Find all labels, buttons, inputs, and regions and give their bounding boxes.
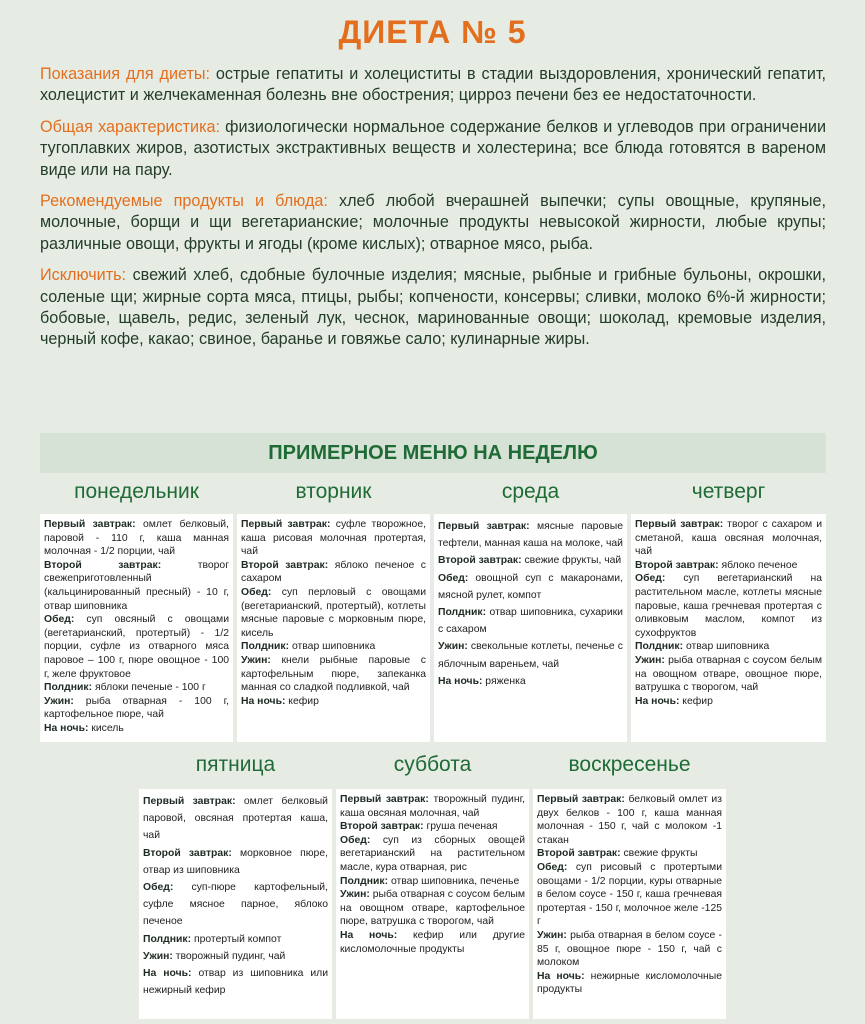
meal-entry bbox=[635, 518, 822, 559]
meal-label: Обед: bbox=[438, 572, 469, 584]
meal-text: свекольные котлеты, печенье с яблочным вареньем, чай bbox=[438, 641, 623, 670]
day-name-friday: пятница bbox=[195, 753, 276, 776]
meal-label: На ночь: bbox=[438, 675, 483, 687]
meal-label: На ночь: bbox=[143, 968, 192, 980]
meal-text: кефир или другие кисломолочные продукты bbox=[340, 929, 525, 955]
meal-entry bbox=[340, 888, 525, 929]
meal-text: рыба отварная - 100 г, картофельное пюре, чай bbox=[44, 695, 229, 721]
meal-entry bbox=[241, 518, 426, 559]
meal-text: рыба отварная с соусом белым на овощном отваре, овощное пюре, ватрушка с творогом, чай bbox=[635, 654, 822, 694]
characteristics-paragraph bbox=[40, 117, 826, 181]
meal-entry bbox=[44, 518, 229, 559]
meal-text: творожный пудинг, каша овсяная молочная, чай bbox=[340, 794, 526, 819]
meal-label: Первый завтрак: bbox=[241, 519, 331, 530]
meal-text: яблоко печеное bbox=[718, 559, 798, 571]
meal-label: На ночь: bbox=[537, 970, 585, 982]
meal-label: Второй завтрак: bbox=[340, 821, 424, 833]
meal-text: свежие фрукты bbox=[620, 848, 698, 860]
day-name-monday: понедельник bbox=[74, 480, 199, 503]
meal-text: кефир bbox=[679, 695, 713, 707]
meal-entry bbox=[635, 654, 822, 695]
meal-entry bbox=[143, 879, 328, 931]
meal-text: суфле творожное, каша рисовая молочная протертая, чай bbox=[241, 519, 426, 558]
day-card-sunday bbox=[533, 789, 726, 1019]
meal-entry bbox=[635, 559, 822, 573]
day-name-saturday: суббота bbox=[393, 753, 472, 776]
meal-entry bbox=[241, 640, 426, 654]
meal-entry bbox=[143, 793, 328, 845]
meal-text: груша печеная bbox=[423, 821, 498, 833]
meal-label: Полдник: bbox=[340, 875, 389, 887]
meal-text: суп-пюре картофельный, суфле мясное парное, яблоко печеное bbox=[143, 882, 328, 928]
meal-text: суп овсяный с овощами (вегетарианский, протертый) - 1/2 порции, суфле из отварного мяса паровое – 100 г, пюре овощное - 100 г, желе фруктовое bbox=[44, 614, 229, 680]
meal-entry bbox=[438, 604, 623, 638]
meal-entry bbox=[143, 931, 328, 948]
exclude-paragraph bbox=[40, 265, 826, 351]
day-name-thursday: четверг bbox=[691, 480, 766, 503]
meal-label: Ужин: bbox=[241, 654, 271, 666]
meal-entry bbox=[44, 681, 229, 695]
meal-label: Первый завтрак: bbox=[438, 521, 530, 532]
paragraph-lead: Рекомендуемые продукты и блюда: bbox=[40, 192, 328, 211]
meal-entry bbox=[537, 793, 722, 847]
day-card-tuesday bbox=[237, 514, 430, 742]
meal-text: овощной суп с макаронами, мясной рулет, компот bbox=[438, 572, 623, 601]
meal-label: На ночь: bbox=[44, 722, 89, 734]
meal-text: морковное пюре, отвар из шиповника bbox=[143, 847, 328, 876]
meal-entry bbox=[635, 640, 822, 654]
meal-entry bbox=[143, 948, 328, 965]
meal-label: Полдник: bbox=[143, 933, 192, 945]
meal-text: яблоки печеные - 100 г bbox=[92, 682, 206, 694]
diet-description bbox=[40, 64, 826, 361]
day-name-wednesday: среда bbox=[501, 480, 560, 503]
meal-text: свежие фрукты, чай bbox=[521, 555, 622, 567]
meal-label: Обед: bbox=[44, 614, 75, 626]
meal-text: суп перловый с овощами (вегетарианский, протертый), котлеты мясные паровые с морковным пюре, кисель bbox=[241, 586, 426, 639]
paragraph-text: острые гепатиты и холециститы в стадии выздоровления, хронический гепатит, холецистит и желчекаменная болезнь вне обострения; цирроз печени без ее недостаточности. bbox=[40, 65, 826, 105]
meal-label: Обед: bbox=[241, 586, 272, 598]
meal-label: Обед: bbox=[340, 834, 371, 846]
meal-text: отвар шиповника, сухарики с сахаром bbox=[438, 607, 623, 636]
meal-text: протертый компот bbox=[191, 933, 282, 945]
meal-label: Ужин: bbox=[438, 641, 468, 653]
meal-entry bbox=[438, 638, 623, 672]
meal-label: Первый завтрак: bbox=[537, 794, 625, 805]
page-title: ДИЕТА № 5 bbox=[338, 14, 527, 50]
meal-entry bbox=[438, 518, 623, 552]
meal-entry bbox=[537, 847, 722, 861]
meal-text: кефир bbox=[285, 695, 319, 707]
meal-entry bbox=[44, 559, 229, 613]
meal-text: суп рисовый с протертыми овощами - 1/2 порции, куры отварные в белом соусе - 150 г, каша гречневая протертая - 150 г, молочное желе -125 г bbox=[537, 861, 722, 928]
meal-text: кнели рыбные паровые с картофельным пюре, запеканка манная со сладкой подливкой, чай bbox=[241, 654, 426, 694]
meal-label: Ужин: bbox=[143, 950, 173, 962]
paragraph-lead: Исключить: bbox=[40, 266, 127, 285]
paragraph-lead: Общая характеристика: bbox=[40, 117, 221, 136]
meal-label: Полдник: bbox=[44, 682, 93, 694]
meal-entry bbox=[44, 695, 229, 722]
meal-text: белковый омлет из двух белков - 100 г, каша манная молочная - 150 г, чай с молоком -1 стакан bbox=[537, 794, 722, 846]
meal-label: Ужин: bbox=[340, 889, 370, 901]
meal-label: Полдник: bbox=[438, 607, 487, 619]
meal-text: рыба отварная в белом соусе - 85 г, овощное пюре - 150 г, чай с молоком bbox=[537, 929, 722, 969]
meal-text: мясные паровые тефтели, манная каша на молоке, чай bbox=[438, 521, 623, 550]
meal-label: На ночь: bbox=[635, 695, 680, 707]
indications-paragraph bbox=[40, 64, 826, 107]
meal-entry bbox=[537, 929, 722, 970]
meal-label: Первый завтрак: bbox=[635, 519, 724, 530]
meal-text: творог с сахаром и сметаной, каша овсяная молочная, чай bbox=[635, 519, 823, 558]
meal-entry bbox=[340, 929, 525, 956]
meal-text: творог свежеприготовленный (кальцинированный пресный) - 10 г, отвар шиповника bbox=[44, 559, 229, 612]
meal-text: нежирные кисломолочные продукты bbox=[537, 970, 722, 996]
day-card-thursday bbox=[631, 514, 826, 742]
day-name-sunday: воскресенье bbox=[568, 753, 691, 776]
recommended-paragraph bbox=[40, 191, 826, 255]
meal-entry bbox=[340, 820, 525, 834]
meal-label: Обед: bbox=[143, 882, 174, 894]
meal-label: Ужин: bbox=[44, 695, 74, 707]
meal-entry bbox=[143, 845, 328, 879]
meal-text: отвар из шиповника или нежирный кефир bbox=[143, 968, 329, 997]
meal-label: На ночь: bbox=[241, 695, 286, 707]
paragraph-lead: Показания для диеты: bbox=[40, 65, 210, 83]
meal-label: Обед: bbox=[635, 573, 666, 585]
meal-label: Второй завтрак: bbox=[143, 847, 232, 859]
meal-entry bbox=[438, 673, 623, 690]
meal-entry bbox=[635, 572, 822, 640]
meal-text: рыба отварная с соусом белым на овощном отваре, картофельное пюре, ватрушка с творогом, чай bbox=[340, 889, 525, 928]
meal-label: Второй завтрак: bbox=[635, 559, 719, 571]
meal-label: Ужин: bbox=[635, 654, 665, 666]
meal-entry bbox=[44, 722, 229, 736]
weekly-menu-heading: ПРИМЕРНОЕ МЕНЮ НА НЕДЕЛЮ bbox=[40, 433, 826, 473]
meal-entry bbox=[241, 695, 426, 709]
meal-entry bbox=[438, 552, 623, 569]
meal-label: Второй завтрак: bbox=[241, 559, 329, 571]
meal-text: отвар шиповника, печенье bbox=[388, 875, 520, 887]
meal-entry bbox=[241, 586, 426, 640]
day-name-tuesday: вторник bbox=[295, 480, 372, 503]
meal-text: суп вегетарианский на растительном масле, котлеты мясные паровые, каша гречневая протертая с оливковым маслом, компот из сухофруктов bbox=[635, 573, 822, 639]
meal-entry bbox=[44, 613, 229, 681]
day-card-saturday bbox=[336, 789, 529, 1019]
meal-text: суп из сборных овощей вегетарианский на растительном масле, кура отварная, рис bbox=[340, 834, 525, 873]
paragraph-text: свежий хлеб, сдобные булочные изделия; мясные, рыбные и грибные бульоны, окрошки, соленые щи; жирные сорта мяса, птицы, рыбы; копчености, консервы; сливки, молоко 6%-й жирности; бобовые, щавель, редис, зеленый лук, чеснок, маринованные овощи; шоколад, кремовые изделия, черный кофе, какао; свиное, баранье и говяжье сало; кулинарные жиры. bbox=[40, 266, 826, 349]
meal-label: Полдник: bbox=[635, 641, 684, 653]
meal-entry bbox=[241, 654, 426, 695]
meal-label: Обед: bbox=[537, 861, 568, 873]
day-card-friday bbox=[139, 789, 332, 1019]
meal-label: Первый завтрак: bbox=[143, 796, 236, 807]
meal-text: омлет белковый, паровой - 110 г, каша манная молочная - 1/2 порции, чай bbox=[44, 519, 230, 558]
meal-text: кисель bbox=[88, 722, 124, 734]
meal-entry bbox=[635, 695, 822, 709]
paragraph-text: физиологически нормальное содержание белков и углеводов при ограничении тугоплавких жиров, азотистых экстрактивных веществ и холестерина; все блюда готовятся в вареном виде или на пару. bbox=[40, 117, 826, 179]
meal-label: Полдник: bbox=[241, 641, 290, 653]
meal-entry bbox=[340, 793, 525, 820]
meal-label: Второй завтрак: bbox=[537, 848, 621, 860]
meal-label: На ночь: bbox=[340, 929, 398, 941]
day-card-monday bbox=[40, 514, 233, 742]
meal-text: творожный пудинг, чай bbox=[172, 950, 286, 962]
meal-label: Первый завтрак: bbox=[340, 794, 429, 805]
meal-text: омлет белковый паровой, овсяная протертая каша, чай bbox=[143, 796, 328, 842]
meal-entry bbox=[438, 570, 623, 604]
meal-text: ряженка bbox=[482, 675, 526, 687]
meal-entry bbox=[537, 970, 722, 997]
meal-label: Второй завтрак: bbox=[44, 559, 162, 571]
meal-text: яблоко печеное с сахаром bbox=[241, 559, 426, 585]
meal-label: Ужин: bbox=[537, 929, 567, 941]
day-card-wednesday bbox=[434, 514, 627, 742]
meal-entry bbox=[340, 834, 525, 875]
meal-entry bbox=[340, 875, 525, 889]
meal-entry bbox=[241, 559, 426, 586]
meal-entry bbox=[143, 965, 328, 999]
meal-label: Первый завтрак: bbox=[44, 519, 136, 530]
paragraph-text: хлеб любой вчерашней выпечки; супы овощные, крупяные, молочные, борщи и щи вегетарианские; молочные продукты невысокой жирности, любые крупы; различные овощи, фрукты и ягоды (кроме кислых); отварное мясо, рыба. bbox=[40, 192, 826, 253]
meal-entry bbox=[537, 861, 722, 929]
meal-text: отвар шиповника bbox=[289, 641, 376, 653]
meal-text: отвар шиповника bbox=[683, 641, 770, 653]
meal-label: Второй завтрак: bbox=[438, 555, 522, 567]
